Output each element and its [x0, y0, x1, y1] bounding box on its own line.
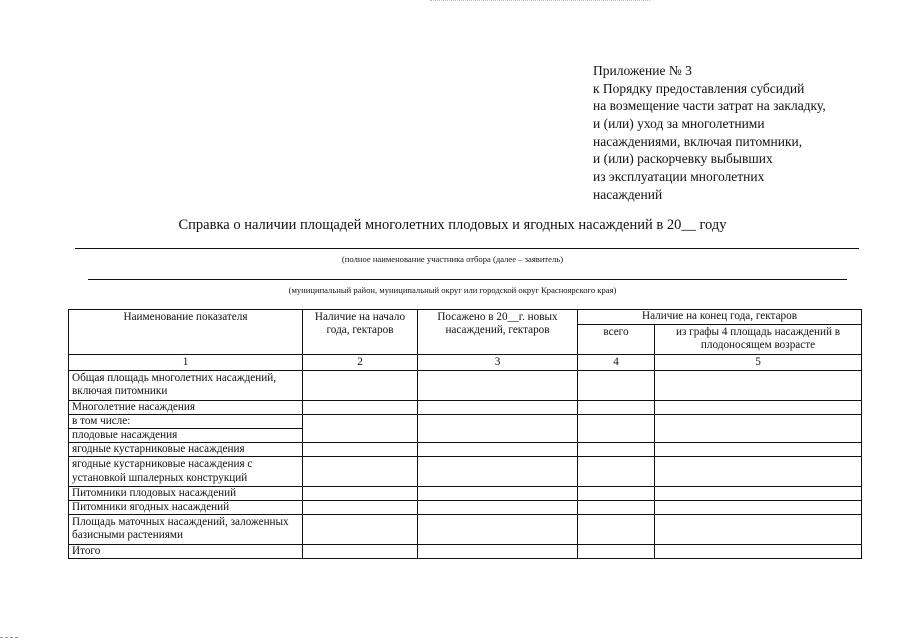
row-label-mother-plantings: Площадь маточных насаждений, заложенных базисными растениями: [69, 515, 303, 544]
row-label-including: в том числе:: [69, 414, 303, 428]
row-label-fruit: плодовые насаждения: [69, 429, 303, 443]
row-label-perennial: Многолетние насаждения: [69, 400, 303, 414]
table-cell: [578, 515, 655, 544]
table-cell: [655, 486, 862, 500]
annex-line: на возмещение части затрат на закладку,: [593, 98, 826, 114]
row-label-total-area: Общая площадь многолетних насаждений, включая питомники: [69, 371, 303, 400]
annex-block: [593, 62, 893, 204]
table-cell: [303, 400, 418, 414]
table-cell: [655, 414, 862, 442]
table-cell: [303, 457, 418, 486]
header-total: всего: [578, 324, 655, 354]
table-cell: [578, 486, 655, 500]
column-number: 4: [578, 355, 655, 371]
header-indicator: Наименование показателя: [69, 310, 303, 355]
table-cell: [303, 486, 418, 500]
table-cell: [655, 515, 862, 544]
annex-line: к Порядку предоставления субсидий: [593, 80, 805, 96]
header-start-of-year: Наличие на начало года, гектаров: [303, 310, 418, 355]
row-label-berry-nurseries: Питомники ягодных насаждений: [69, 501, 303, 515]
annex-line: Приложение № 3: [593, 63, 692, 78]
table-cell: [418, 400, 578, 414]
table-cell: [578, 544, 655, 558]
table-cell: [303, 501, 418, 515]
report-table: [68, 309, 862, 559]
row-label-total: Итого: [69, 544, 303, 558]
table-cell: [418, 544, 578, 558]
table-cell: [418, 414, 578, 442]
table-cell: [578, 443, 655, 457]
table-cell: [418, 486, 578, 500]
document-title: Справка о наличии площадей многолетних плодовых и ягодных насаждений в 20__ году: [178, 217, 727, 233]
table-cell: [418, 371, 578, 400]
table-cell: [418, 515, 578, 544]
annex-line: из эксплуатации многолетних: [593, 169, 765, 185]
table-cell: [578, 457, 655, 486]
table-cell: [578, 400, 655, 414]
table-cell: [578, 371, 655, 400]
table-cell: [303, 515, 418, 544]
table-cell: [418, 457, 578, 486]
table-cell: [303, 414, 418, 442]
annex-line: и (или) уход за многолетними: [593, 116, 765, 132]
annex-line: насаждений: [593, 186, 663, 202]
scan-edge-marks: [0, 637, 18, 638]
scan-edge-marks: [430, 0, 650, 1]
row-label-fruit-nurseries: Питомники плодовых насаждений: [69, 486, 303, 500]
header-end-of-year: Наличие на конец года, гектаров: [578, 310, 862, 325]
row-label-berry: ягодные кустарниковые насаждения: [69, 443, 303, 457]
column-number: 1: [69, 355, 303, 371]
table-cell: [303, 371, 418, 400]
table-cell: [655, 544, 862, 558]
table-cell: [578, 501, 655, 515]
municipality-caption: (муниципальный район, муниципальный округ или городской округ Красноярского края): [288, 285, 617, 295]
participant-caption: (полное наименование участника отбора (далее – заявитель): [341, 254, 564, 264]
annex-line: и (или) раскорчевку выбывших: [593, 151, 773, 167]
table-cell: [418, 443, 578, 457]
column-number: 2: [303, 355, 418, 371]
table-cell: [655, 371, 862, 400]
column-number: 5: [655, 355, 862, 371]
table-cell: [418, 501, 578, 515]
participant-name-line: [75, 248, 859, 249]
table-cell: [655, 443, 862, 457]
header-planted: Посажено в 20__г. новых насаждений, гектаров: [418, 310, 578, 355]
column-number: 3: [418, 355, 578, 371]
table-cell: [655, 457, 862, 486]
table-cell: [303, 443, 418, 457]
header-fruiting: из графы 4 площадь насаждений в плодоносящем возрасте: [655, 324, 862, 354]
row-label-berry-trellis: ягодные кустарниковые насаждения с установкой шпалерных конструкций: [69, 457, 303, 486]
table-cell: [655, 400, 862, 414]
annex-line: насаждениями, включая питомники,: [593, 133, 803, 149]
table-cell: [655, 501, 862, 515]
table-cell: [578, 414, 655, 442]
municipality-line: [88, 279, 847, 280]
table-cell: [303, 544, 418, 558]
